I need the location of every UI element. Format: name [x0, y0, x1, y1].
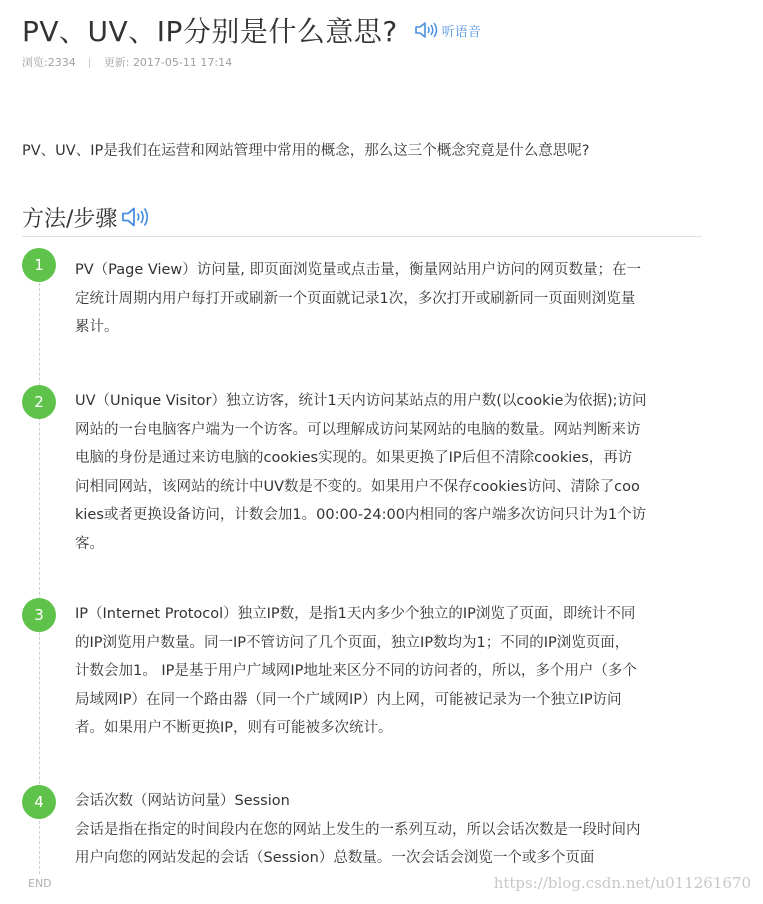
watermark: https://blog.csdn.net/u011261670	[493, 874, 751, 892]
step-line: 局域网IP）在同一个路由器（同一个广域网IP）内上网，可能被记录为一个独立IP访问	[75, 691, 622, 708]
step-text	[75, 600, 707, 743]
step-line: 者。如果用户不断更换IP，则有可能被多次统计。	[75, 720, 393, 736]
step-line: 会话次数（网站访问量）Session	[75, 793, 290, 809]
step-line: IP（Internet Protocol）独立IP数，是指1天内多少个独立的IP浏览了页面，即统计不同	[75, 606, 636, 622]
section-header	[22, 198, 702, 237]
speaker-icon	[414, 21, 440, 39]
step-text	[75, 256, 707, 342]
listen-label: 听语音	[441, 24, 481, 40]
step-number-badge: 1	[22, 248, 56, 282]
steps-timeline-line	[39, 268, 40, 874]
speaker-icon	[121, 206, 151, 228]
views-value: 2334	[47, 56, 76, 69]
step-line: 电脑的身份是通过来访电脑的cookies实现的。如果更换了IP后但不清除cookies，再访	[75, 450, 633, 466]
step-line: kies或者更换设备访问，计数会加1。00:00-24:00内相同的客户端多次访问只计为1个访	[75, 507, 647, 523]
step-number-badge: 4	[22, 785, 56, 819]
title-row	[22, 8, 481, 52]
step-text	[75, 787, 707, 873]
meta-divider	[89, 58, 90, 68]
step-number-badge: 3	[22, 598, 56, 632]
step-line: PV（Page View）访问量, 即页面浏览量或点击量，衡量网站用户访问的网页数量；在一	[75, 262, 641, 278]
article-meta	[22, 54, 232, 70]
step-line: 的IP浏览用户数量。同一IP不管访问了几个页面，独立IP数均为1；不同的IP浏览页面，	[75, 634, 630, 651]
step-line: 用户向您的网站发起的会话（Session）总数量。一次会话会浏览一个或多个页面	[75, 850, 595, 866]
end-label: END	[28, 877, 52, 890]
updated-label: 更新:	[103, 56, 130, 69]
page-title: PV、UV、IP分别是什么意思?	[22, 15, 398, 48]
step-line: 网站的一台电脑客户端为一个访客。可以理解成访问某网站的电脑的数量。网站判断来访	[75, 421, 641, 438]
step-line: 问相同网站，该网站的统计中UV数是不变的。如果用户不保存cookies访问、清除了coo	[75, 478, 640, 495]
step-line: 定统计周期内用户每打开或刷新一个页面就记录1次，多次打开或刷新同一页面则浏览量	[75, 290, 636, 307]
step-line: 计数会加1。 IP是基于用户广域网IP地址来区分不同的访问者的，所以，多个用户（多个	[75, 663, 637, 679]
step-line: UV（Unique Visitor）独立访客，统计1天内访问某站点的用户数(以cookie为依据);访问	[75, 393, 647, 409]
step-number-badge: 2	[22, 385, 56, 419]
step-line: 累计。	[75, 319, 119, 335]
step-text	[75, 387, 707, 558]
section-speaker-button[interactable]	[121, 206, 151, 228]
step-line: 会话是指在指定的时间段内在您的网站上发生的一系列互动，所以会话次数是一段时间内	[75, 821, 641, 838]
section-title: 方法/步骤	[22, 206, 118, 232]
updated-value: 2017-05-11 17:14	[132, 56, 233, 69]
step-line: 客。	[75, 535, 104, 552]
listen-button[interactable]	[414, 21, 481, 40]
intro-paragraph: PV、UV、IP是我们在运营和网站管理中常用的概念，那么这三个概念究竟是什么意思呢?	[22, 143, 590, 159]
views-label: 浏览:	[22, 56, 48, 69]
